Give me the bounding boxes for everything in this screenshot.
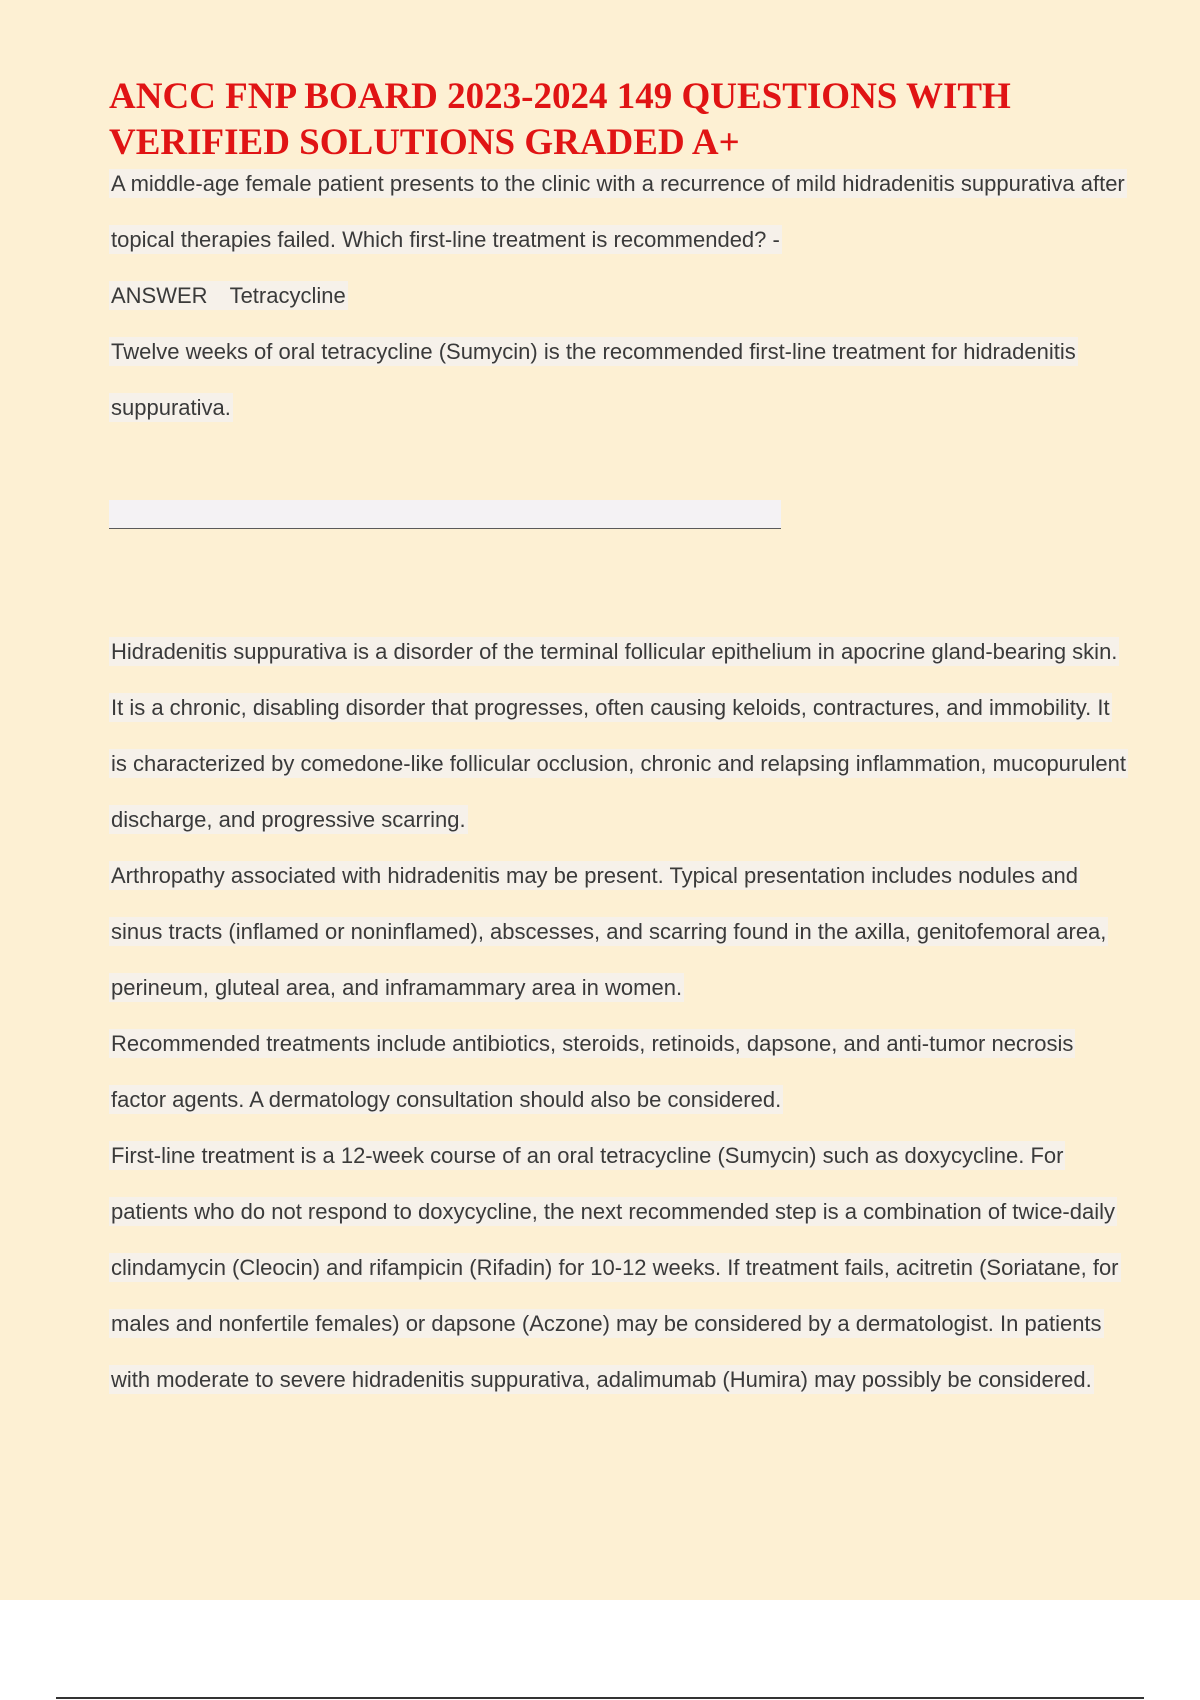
- answer-label: ANSWER: [111, 283, 208, 308]
- question-block: [109, 156, 1129, 436]
- answer-explanation: [109, 324, 1129, 436]
- question-text: [109, 156, 1129, 268]
- document-title: ANCC FNP BOARD 2023-2024 149 QUESTIONS WITH VERIFIED SOLUTIONS GRADED A+: [109, 76, 1011, 163]
- explanation-paragraph: [109, 1128, 1129, 1408]
- document-content: [109, 74, 1129, 1408]
- explanation-paragraph: [109, 624, 1129, 848]
- answer-highlight: [109, 281, 348, 310]
- footer-rule: [56, 1697, 1144, 1699]
- divider-line: [109, 500, 781, 529]
- answer-explanation-highlight: Twelve weeks of oral tetracycline (Sumycin) is the recommended first-line treatment for hidradenitis suppurativa.: [111, 339, 1076, 420]
- answer-value: Tetracycline: [229, 283, 346, 308]
- answer-row: [109, 268, 1129, 324]
- explanation-paragraph: [109, 1016, 1129, 1128]
- explanation-paragraph-text: Arthropathy associated with hidradenitis may be present. Typical presentation includes nodules and sinus tracts (inflamed or noninflamed), abscesses, and scarring found in the axilla, genitofemoral area, perineum, gluteal area, and inframammary area in women.: [111, 863, 1107, 1000]
- explanation-paragraph: [109, 848, 1129, 1016]
- section-divider: [109, 500, 1129, 556]
- question-highlight: A middle-age female patient presents to the clinic with a recurrence of mild hidradenitis suppurativa after topical therapies failed. Which first-line treatment is recommended? -: [111, 171, 1125, 252]
- explanation-paragraph-text: Hidradenitis suppurativa is a disorder of the terminal follicular epithelium in apocrine gland-bearing skin. It is a chronic, disabling disorder that progresses, often causing keloids, contractures, and immobility. It is characterized by comedone-like follicular occlusion, chronic and relapsing inflammation, mucopurulent discharge, and progressive scarring.: [111, 639, 1126, 832]
- explanation-section: [109, 624, 1129, 1408]
- explanation-paragraph-text: First-line treatment is a 12-week course of an oral tetracycline (Sumycin) such as doxycycline. For patients who do not respond to doxycycline, the next recommended step is a combination of twice-daily clindamycin (Cleocin) and rifampicin (Rifadin) for 10-12 weeks. If treatment fails, acitretin (Soriatane, for males and nonfertile females) or dapsone (Aczone) may be considered by a dermatologist. In patients with moderate to severe hidradenitis suppurativa, adalimumab (Humira) may possibly be considered.: [111, 1143, 1119, 1392]
- explanation-paragraph-text: Recommended treatments include antibiotics, steroids, retinoids, dapsone, and anti-tumor necrosis factor agents. A dermatology consultation should also be considered.: [111, 1031, 1074, 1112]
